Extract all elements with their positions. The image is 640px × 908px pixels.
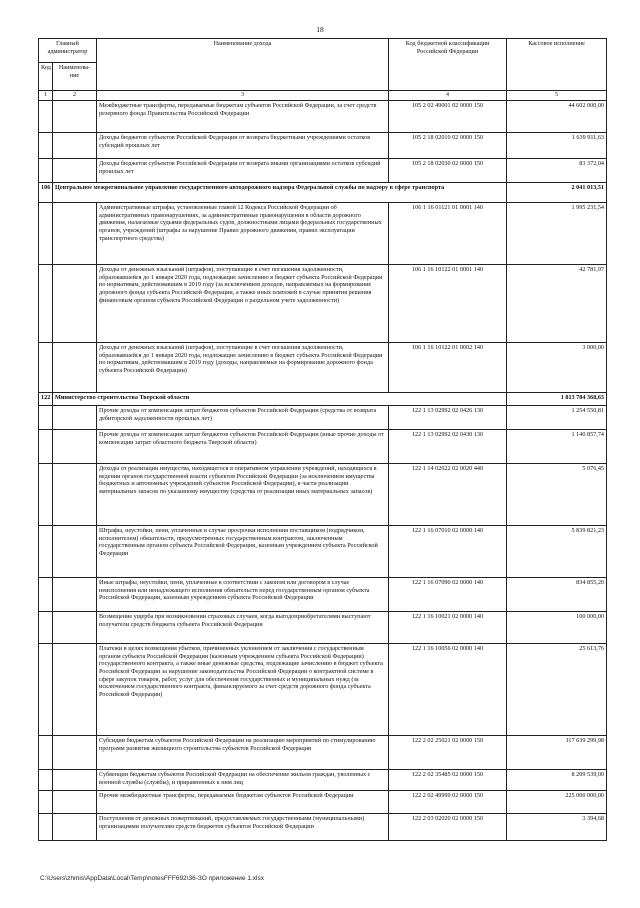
income-row [39, 612, 607, 644]
income-name: Административные штрафы, установленные главой 12 Кодекса Российской Федерации об административных правонарушениях, за административные правонарушения в области дорожного движения, налагаемые судьями федеральных судов, должностными лицами федеральных государственных органов, учреждений (штрафы за нарушение Правил дорожного движения, правил эксплуатации транспортного средства) [97, 203, 389, 265]
budget-code: 122 1 16 07090 02 0000 140 [389, 578, 507, 612]
admin-code: 106 [39, 183, 53, 203]
income-row [39, 526, 607, 578]
admin-name-cell [53, 644, 97, 736]
income-row [39, 406, 607, 430]
income-name: Прочие доходы от компенсации затрат бюджетов субъектов Российской Федерации (иные прочие доходы от компенсации затрат областного бюджета Тверской области) [97, 430, 389, 464]
admin-code-cell [39, 430, 53, 464]
budget-code: 122 1 13 02992 02 0426 130 [389, 406, 507, 430]
income-row [39, 770, 607, 791]
admin-code-cell [39, 791, 53, 814]
budget-code: 122 1 16 10056 02 0000 140 [389, 644, 507, 736]
admin-name-cell [53, 464, 97, 526]
admin-code-cell [39, 464, 53, 526]
admin-group-row [39, 393, 607, 406]
budget-code: 122 2 02 35485 02 0000 150 [389, 770, 507, 791]
admin-code-cell [39, 343, 53, 393]
admin-name-cell [53, 133, 97, 159]
budget-code: 105 2 02 49001 02 0000 150 [389, 101, 507, 133]
cash-amount: 1 254 550,81 [507, 406, 607, 430]
admin-code-cell [39, 526, 53, 578]
admin-code-cell [39, 406, 53, 430]
cash-amount: 834 855,20 [507, 578, 607, 612]
income-row [39, 814, 607, 841]
income-name: Субсидии бюджетам субъектов Российской Федерации на реализацию мероприятий по стимулированию программ развития жилищного строительства субъектов Российской Федерации [97, 736, 389, 770]
income-name: Межбюджетные трансферты, передаваемые бюджетам субъектов Российской Федерации, за счет средств резервного фонда Правительства Российской Федерации [97, 101, 389, 133]
cash-amount: 1 140 857,74 [507, 430, 607, 464]
cash-amount: 83 372,04 [507, 159, 607, 183]
budget-code: 106 1 16 01121 01 0001 140 [389, 203, 507, 265]
budget-code: 122 2 03 02020 02 0000 150 [389, 814, 507, 841]
income-name: Доходы от денежных взысканий (штрафов), поступающие в счет погашения задолженности, образовавшейся до 1 января 2020 года, подлежащие зачислению в бюджет субъекта Российской Федерации по нормативам, действовавшим в 2019 году (за исключением доходов, направляемых на формирование дорожного фонда субъекта Российской Федерации, а также иных платежей в случае принятия решения финансовым органом субъекта Российской Федерации о раздельном учете задолженности) [97, 265, 389, 343]
cash-amount: 25 613,76 [507, 644, 607, 736]
budget-code: 122 1 16 10021 02 0000 140 [389, 612, 507, 644]
admin-code-cell [39, 578, 53, 612]
admin-name-cell [53, 203, 97, 265]
header-budget-code: Код бюджетной классификации Российской Федерации [389, 39, 507, 91]
income-row [39, 736, 607, 770]
income-name: Поступления от денежных пожертвований, предоставляемых государственными (муниципальными) организациями получателям средств бюджетов субъектов Российской Федерации [97, 814, 389, 841]
income-row [39, 578, 607, 612]
income-row [39, 644, 607, 736]
admin-code-cell [39, 612, 53, 644]
income-name: Субвенции бюджетам субъектов Российской Федерации на обеспечение жильем граждан, уволенных с военной службы (службы), и приравненных к ним лиц [97, 770, 389, 791]
admin-name-cell [53, 101, 97, 133]
income-row [39, 464, 607, 526]
file-path-footer: C:\Users\zhmis\AppData\Local\Temp\notesFFF692\36-ЗО приложение 1.xlsx [40, 875, 264, 882]
income-name: Возмещение ущерба при возникновении страховых случаев, когда выгодоприобретателями выступают получатели средств бюджета субъекта Российской Федерации [97, 612, 389, 644]
cash-amount: 3 000,00 [507, 343, 607, 393]
income-name: Штрафы, неустойки, пени, уплаченные в случае просрочки исполнения поставщиком (подрядчиком, исполнителем) обязательств, предусмотренных государственным контрактом, заключенным государственным органом субъекта Российской Федерации, казенным учреждением субъекта Российской Федерации [97, 526, 389, 578]
budget-code: 105 2 18 02010 02 0000 150 [389, 133, 507, 159]
admin-name-cell [53, 736, 97, 770]
income-name: Доходы бюджетов субъектов Российской Федерации от возврата бюджетными учреждениями остатков субсидий прошлых лет [97, 133, 389, 159]
cash-amount: 3 394,68 [507, 814, 607, 841]
cash-amount: 100 000,00 [507, 612, 607, 644]
admin-code: 122 [39, 393, 53, 406]
budget-code: 122 2 02 25021 02 0000 150 [389, 736, 507, 770]
income-row [39, 159, 607, 183]
cash-amount: 1 995 231,54 [507, 203, 607, 265]
admin-name-cell [53, 814, 97, 841]
cash-amount: 117 639 299,98 [507, 736, 607, 770]
admin-code-cell [39, 644, 53, 736]
cash-amount: 5 839 821,23 [507, 526, 607, 578]
budget-code: 122 1 13 02992 02 0430 130 [389, 430, 507, 464]
income-name: Прочие доходы от компенсации затрат бюджетов субъектов Российской Федерации (средства от возврата дебиторской задолженности прошлых лет) [97, 406, 389, 430]
cash-amount: 5 076,45 [507, 464, 607, 526]
admin-name-cell [53, 430, 97, 464]
cash-amount: 225 000 000,00 [507, 791, 607, 814]
admin-code-cell [39, 265, 53, 343]
admin-name: Министерство строительства Тверской области [53, 393, 507, 406]
column-number: 2 [53, 91, 97, 101]
admin-name-cell [53, 770, 97, 791]
income-row [39, 101, 607, 133]
cash-amount: 1 639 911,63 [507, 133, 607, 159]
header-cash-execution: Кассовое исполнение [507, 39, 607, 91]
income-row [39, 203, 607, 265]
admin-name-cell [53, 526, 97, 578]
admin-group-row [39, 183, 607, 203]
header-admin-name: Наименова-ние [53, 63, 97, 91]
income-row [39, 265, 607, 343]
column-number: 3 [97, 91, 389, 101]
income-name: Доходы от денежных взысканий (штрафов), поступающие в счет погашения задолженности, образовавшейся до 1 января 2020 года, подлежащие зачислению в бюджет субъекта Российской Федерации по нормативам, действовавшим в 2019 году (доходы, направляемые на формирование дорожного фонда субъекта Российской Федерации) [97, 343, 389, 393]
column-number: 5 [507, 91, 607, 101]
cash-amount: 44 602 000,00 [507, 101, 607, 133]
header-income-name: Наименование дохода [97, 39, 389, 91]
admin-code-cell [39, 814, 53, 841]
budget-code: 122 1 16 07010 02 0000 140 [389, 526, 507, 578]
admin-name: Центральное межрегиональное управление государственного автодорожного надзора Федеральной службы по надзору в сфере транспорта [53, 183, 507, 203]
admin-name-cell [53, 612, 97, 644]
admin-code-cell [39, 770, 53, 791]
income-row [39, 430, 607, 464]
budget-code: 122 2 02 49999 02 0000 150 [389, 791, 507, 814]
income-row [39, 343, 607, 393]
page-number: 18 [316, 25, 324, 34]
cash-amount: 42 781,97 [507, 265, 607, 343]
revenue-table [38, 38, 607, 841]
header-code: Код [39, 63, 53, 91]
income-name: Доходы бюджетов субъектов Российской Федерации от возврата иными организациями остатков субсидий прошлых лет [97, 159, 389, 183]
income-row [39, 133, 607, 159]
header-main-admin: Главный администратор [39, 39, 97, 63]
admin-code-cell [39, 159, 53, 183]
budget-code: 106 1 16 10122 01 0002 140 [389, 343, 507, 393]
budget-code: 122 1 14 02022 02 0020 440 [389, 464, 507, 526]
cash-amount: 8 209 539,00 [507, 770, 607, 791]
admin-name-cell [53, 343, 97, 393]
income-name: Доходы от реализации имущества, находящегося в оперативном управлении учреждений, находящихся в ведении органов государственной власти субъектов Российской Федерации (за исключением имущества бюджетных и автономных учреждений субъектов Российской Федерации), в части реализации материальных запасов по указанному имуществу (средства от реализации иных материальных запасов) [97, 464, 389, 526]
cash-amount: 2 041 013,51 [507, 183, 607, 203]
income-name: Прочие межбюджетные трансферты, передаваемые бюджетам субъектов Российской Федерации [97, 791, 389, 814]
budget-code: 106 1 16 10122 01 0001 140 [389, 265, 507, 343]
admin-name-cell [53, 159, 97, 183]
column-number: 4 [389, 91, 507, 101]
column-number: 1 [39, 91, 53, 101]
admin-code-cell [39, 133, 53, 159]
income-row [39, 791, 607, 814]
admin-code-cell [39, 101, 53, 133]
admin-name-cell [53, 406, 97, 430]
cash-amount: 1 813 784 368,63 [507, 393, 607, 406]
admin-name-cell [53, 265, 97, 343]
budget-code: 105 2 18 02030 02 0000 150 [389, 159, 507, 183]
income-name: Платежи в целях возмещения убытков, причиненных уклонением от заключения с государственным органом субъекта Российской Федерации (казенным учреждением субъекта Российской Федерации) государственного контракта, а также иные денежные средства, подлежащие зачислению в бюджет субъекта Российской Федерации за нарушение законодательства Российской Федерации о контрактной системе в сфере закупок товаров, работ, услуг для обеспечения государственных и муниципальных нужд (за исключением государственного контракта, финансируемого за счет средств дорожного фонда субъекта Российской Федерации) [97, 644, 389, 736]
income-name: Иные штрафы, неустойки, пени, уплаченные в соответствии с законом или договором в случае неисполнения или ненадлежащего исполнения обязательств перед государственным органом субъекта Российской Федерации, казенным учреждением субъекта Российской Федерации [97, 578, 389, 612]
admin-name-cell [53, 578, 97, 612]
admin-name-cell [53, 791, 97, 814]
admin-code-cell [39, 736, 53, 770]
admin-code-cell [39, 203, 53, 265]
